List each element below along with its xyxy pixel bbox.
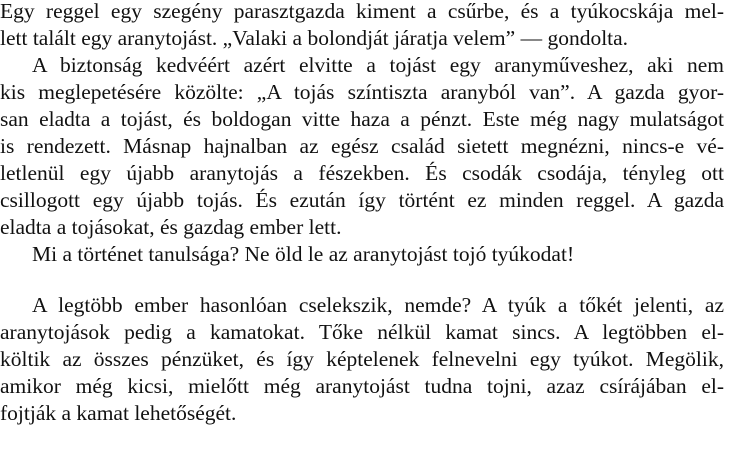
text-line: A biztonság kedvéért azért elvitte a tojást egy aranyműveshez, aki nem bbox=[32, 53, 724, 77]
text-line: san eladta a tojást, és boldogan vitte haza a pénzt. Este még nagy mulatságot bbox=[0, 107, 724, 131]
text-line: Mi a történet tanulsága? Ne öld le az aranytojást tojó tyúkodat! bbox=[32, 242, 575, 266]
text-line: amikor még kicsi, mielőtt még aranytojást tudna tojni, azaz csírájában el- bbox=[0, 374, 724, 398]
text-line: csillogott egy újabb tojás. És ezután így történt ez minden reggel. A gazda bbox=[0, 188, 724, 212]
text-line: is rendezett. Másnap hajnalban az egész család sietett megnézni, nincs-e vé- bbox=[0, 134, 724, 158]
text-line: költik az összes pénzüket, és így képtelenek felnevelni egy tyúkot. Megölik, bbox=[0, 347, 724, 371]
text-line: aranytojások pedig a kamatokat. Tőke nélkül kamat sincs. A legtöbben el- bbox=[0, 320, 724, 344]
text-line: kis meglepetésére közölte: „A tojás színtiszta aranyból van”. A gazda gyor- bbox=[0, 80, 724, 104]
text-line: lett talált egy aranytojást. „Valaki a bolondját járatja velem” — gondolta. bbox=[0, 26, 629, 50]
text-line: Egy reggel egy szegény parasztgazda kiment a csűrbe, és a tyúkocskája mel- bbox=[0, 0, 724, 23]
text-line: eladta a tojásokat, és gazdag ember lett. bbox=[0, 215, 342, 239]
text-line: A legtöbb ember hasonlóan cselekszik, nemde? A tyúk a tőkét jelenti, az bbox=[32, 293, 724, 317]
text-line: fojtják a kamat lehetőségét. bbox=[0, 401, 237, 425]
text-line: letlenül egy újabb aranytojás a fészekben. És csodák csodája, tényleg ott bbox=[0, 161, 724, 185]
